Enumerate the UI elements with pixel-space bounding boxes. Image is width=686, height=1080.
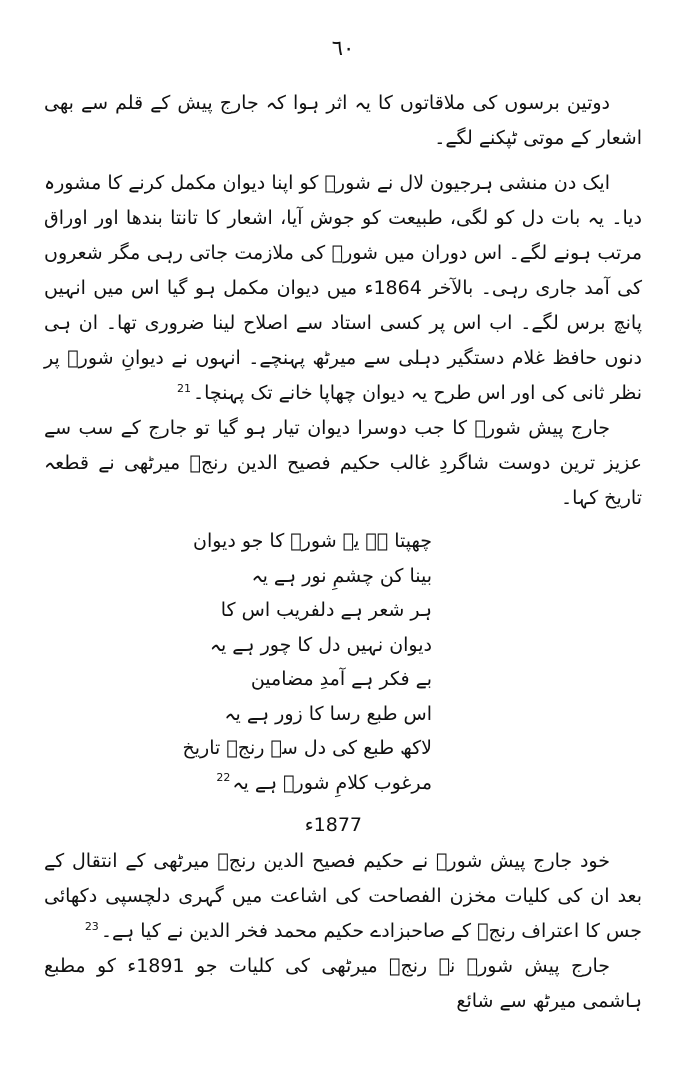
- poem-verse: لاکھ طبع کی دل سے رنجؔ تاریخ: [182, 737, 432, 759]
- poem-verse: ہر شعر ہے دلفریب اس کا: [220, 599, 432, 621]
- poem-verse: چھپتا ہے یہ شورؔ کا جو دیوان: [193, 530, 432, 552]
- paragraph-1-text: دوتین برسوں کی ملاقاتوں کا یہ اثر ہوا کہ جارج پیش کے قلم سے بھی اشعار کے موتی ٹپکنے لگے۔: [44, 92, 642, 149]
- poem-verse-last: [172, 766, 432, 801]
- poem-block: [172, 524, 432, 800]
- page-body: [44, 86, 642, 1019]
- paragraph-3-text: جارج پیش شورؔ کا جب دوسرا دیوان تیار ہو گیا تو جارج کے سب سے عزیز ترین دوست شاگردِ غالب حکیم فصیح الدین رنجؔ میرٹھی نے قطعہ تاریخ کہا۔: [44, 417, 642, 509]
- paragraph-2-text: ایک دن منشی ہرجیون لال نے شورؔ کو اپنا دیوان مکمل کرنے کا مشورہ دیا۔ یہ بات دل کو لگی، طبیعت کو جوش آیا، اشعار کا تانتا بندھا اور اوراق مرتب ہونے لگے۔ اس دوران میں شورؔ کی ملازمت جاتی رہی مگر شعروں کی آمد جاری رہی۔ بالآخر 1864ء میں دیوان مکمل ہو گیا اس میں انہیں پانچ برس لگے۔ اب اس پر کسی استاد سے اصلاح لینا ضروری تھا۔ ان ہی دنوں حافظ غلام دستگیر دہلی سے میرٹھ پہنچے۔ انہوں نے دیوانِ شورؔ پر نظر ثانی کی اور اس طرح یہ دیوان چھاپا خانے تک پہنچا۔: [44, 172, 642, 404]
- page-number: ٦٠: [331, 36, 355, 60]
- paragraph-5-text: جارج پیش شورؔ نے رنجؔ میرٹھی کی کلیات جو 1891ء کو مطبع ہاشمی میرٹھ سے شائع: [44, 955, 642, 1012]
- paragraph-5: [44, 949, 642, 1019]
- poem-verse: دیوان نہیں دل کا چور ہے یہ: [209, 633, 432, 656]
- paragraph-3: [44, 411, 642, 516]
- paragraph-4: [44, 844, 642, 949]
- paragraph-4-text: خود جارج پیش شورؔ نے حکیم فصیح الدین رنجؔ میرٹھی کے انتقال کے بعد ان کی کلیات مخزن الفصاحت کی اشاعت میں گہری دلچسپی دکھائی جس کا اعتراف رنجؔ کے صاحبزادے حکیم محمد فخر الدین نے کیا ہے۔: [44, 850, 642, 942]
- poem-verse: بے فکر ہے آمدِ مضامین: [250, 668, 432, 690]
- footnote-marker-22: 22: [216, 771, 231, 785]
- chronogram-year: 1877ء: [304, 814, 362, 836]
- poem-verse: بینا کن چشمِ نور ہے یہ: [251, 564, 432, 587]
- footnote-marker-23: 23: [84, 919, 99, 933]
- paragraph-gap: [44, 156, 642, 166]
- paragraph-2: [44, 166, 642, 411]
- poem-verse-last-text: مرغوب کلامِ شورؔ ہے یہ: [232, 771, 432, 794]
- paragraph-1: [44, 86, 642, 156]
- footnote-marker-21: 21: [176, 381, 191, 395]
- poem-verse: اس طبع رسا کا زور ہے یہ: [224, 702, 432, 725]
